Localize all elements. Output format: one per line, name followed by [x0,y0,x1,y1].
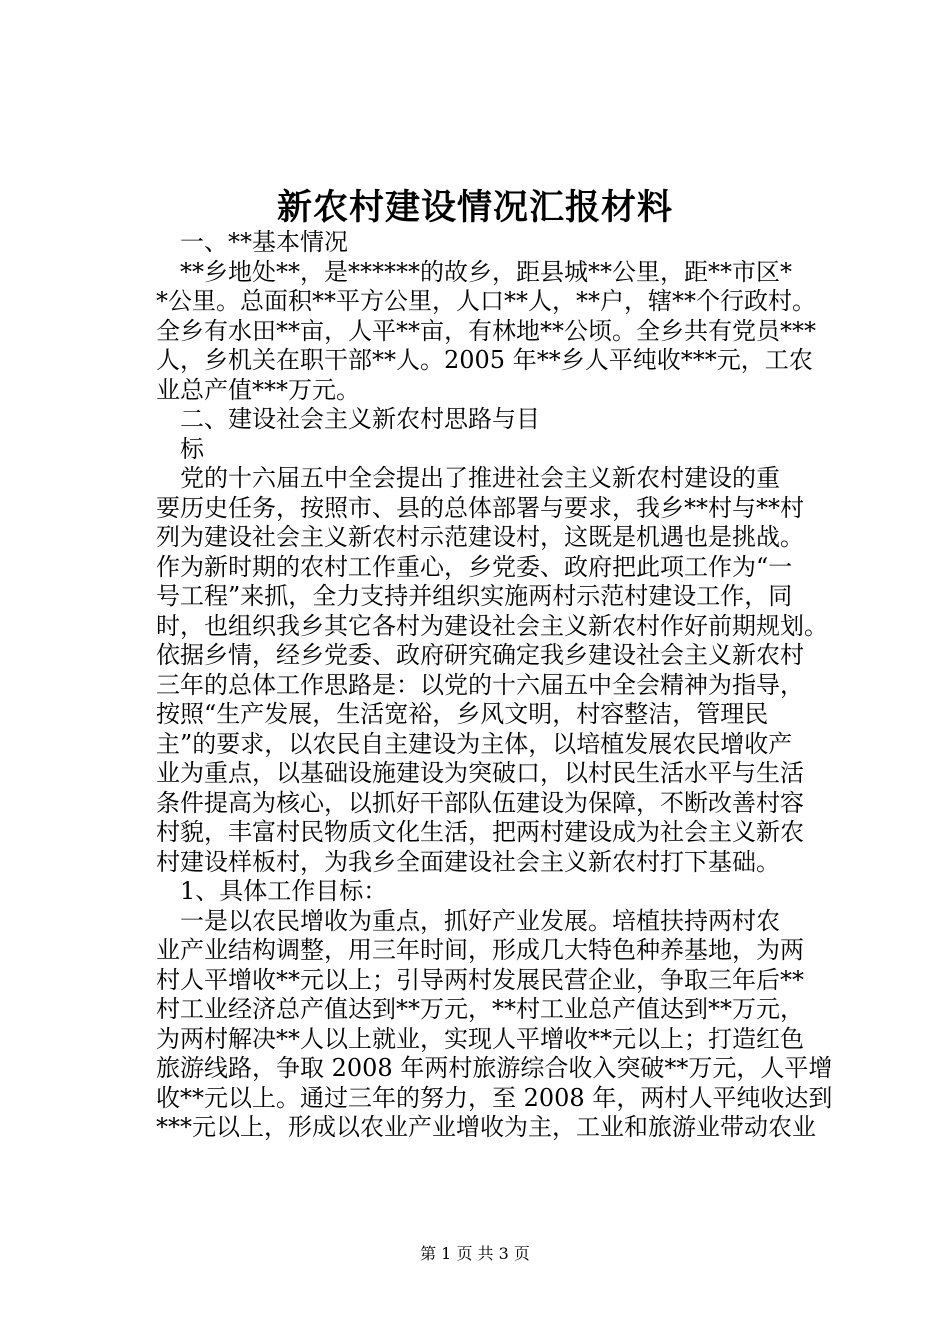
text-line: 号工程”来抓，全力支持并组织实施两村示范村建设工作，同 [156,582,793,610]
text-line: 旅游线路，争取 2008 年两村旅游综合收入突破**万元，人平增 [156,1054,833,1082]
text-line: 村人平增收**元以上；引导两村发展民营企业，争取三年后** [156,965,804,994]
text-line: 全乡有水田**亩，人平**亩，有林地**公顷。全乡共有党员*** [156,316,816,345]
text-line: *公里。总面积**平方公里，人口**人，**户，辖**个行政村。 [156,287,816,315]
text-line: 村工业经济总产值达到**万元，**村工业总产值达到**万元， [156,995,804,1023]
text-line: 要历史任务，按照市、县的总体部署与要求，我乡**村与**村 [156,493,804,522]
text-line: 条件提高为核心，以抓好干部队伍建设为保障，不断改善村容 [156,788,804,817]
text-line: 主”的要求，以农民自主建设为主体，以培植发展农民增收产 [156,729,793,758]
text-line: 党的十六届五中全会提出了推进社会主义新农村建设的重 [180,464,780,492]
text-line: 时，也组织我乡其它各村为建设社会主义新农村作好前期规划。 [156,611,828,640]
text-line: 一是以农民增收为重点，抓好产业发展。培植扶持两村农 [180,906,780,935]
text-line: 村建设样板村，为我乡全面建设社会主义新农村打下基础。 [156,847,780,876]
text-line: 二、建设社会主义新农村思路与目 [180,405,540,433]
text-line: 业产业结构调整，用三年时间，形成几大特色种养基地，为两 [156,936,804,964]
text-line: 三年的总体工作思路是：以党的十六届五中全会精神为指导， [156,670,804,699]
document-title: 新农村建设情况汇报材料 [276,187,673,228]
text-line: 收**元以上。通过三年的努力，至 2008 年，两村人平纯收达到 [156,1083,833,1112]
text-line: 为两村解决**人以上就业，实现人平增收**元以上；打造红色 [156,1024,804,1053]
text-line: 村貌，丰富村民物质文化生活，把两村建设成为社会主义新农 [156,818,804,846]
text-line: 按照“生产发展，生活宽裕，乡风文明，村容整洁，管理民 [156,700,769,728]
document-body [156,228,836,1143]
text-line: 依据乡情，经乡党委、政府研究确定我乡建设社会主义新农村 [156,641,804,669]
text-line: 人，乡机关在职干部**人。2005 年**乡人平纯收***元，工农 [156,346,813,374]
text-line: 列为建设社会主义新农村示范建设村，这既是机遇也是挑战。 [156,523,804,551]
text-line: 标 [180,434,204,463]
text-line: 1、具体工作目标： [180,877,388,905]
text-line: 业为重点，以基础设施建设为突破口，以村民生活水平与生活 [156,759,804,787]
text-line: **乡地处**，是******的故乡，距县城**公里，距**市区* [180,257,792,286]
text-line: 作为新时期的农村工作重心，乡党委、政府把此项工作为“一 [156,552,793,581]
text-line: 业总产值***万元。 [156,375,360,404]
page-footer: 第 1 页 共 3 页 [420,1244,530,1263]
text-line: ***元以上，形成以农业产业增收为主，工业和旅游业带动农业 [156,1113,816,1141]
text-line: 一、**基本情况 [180,228,348,256]
